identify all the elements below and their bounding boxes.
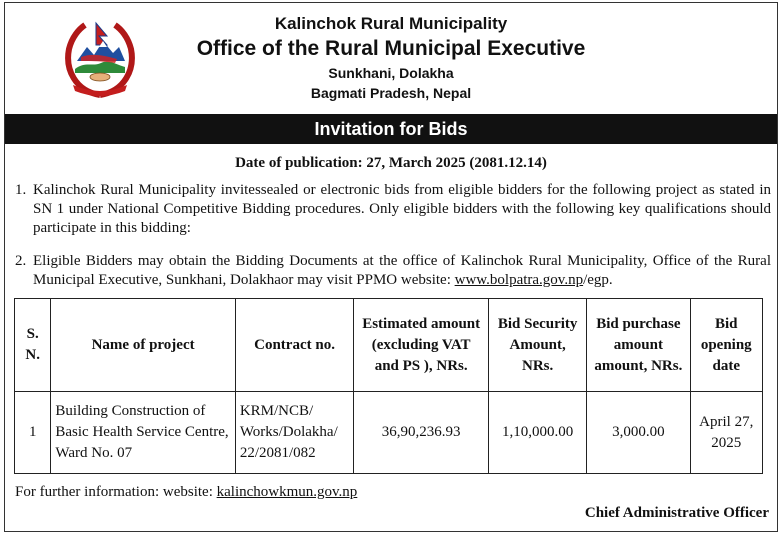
municipality-website-link[interactable]: kalinchowkmun.gov.np	[216, 484, 358, 500]
header-project-name: Name of project	[51, 299, 235, 392]
header-bid-security: Bid Security Amount, NRs.	[489, 299, 587, 392]
paragraph-text-part: /egp.	[583, 272, 613, 288]
header-estimated-amount: Estimated amount (excluding VAT and PS ), NRs.	[354, 299, 489, 392]
bids-table	[14, 298, 763, 474]
table-row	[15, 392, 763, 474]
cell-contract-no: KRM/NCB/ Works/Dolakha/ 22/2081/082	[235, 392, 353, 474]
paragraph-text	[33, 252, 771, 290]
paragraph-2	[15, 252, 771, 290]
header-text	[5, 13, 777, 103]
paragraph-number: 2.	[15, 253, 27, 269]
header-sn: S. N.	[15, 299, 51, 392]
cell-bid-purchase: 3,000.00	[587, 392, 690, 474]
paragraph-number: 1.	[15, 182, 27, 198]
cell-project-name: Building Construction of Basic Health Service Centre, Ward No. 07	[51, 392, 235, 474]
office-province: Bagmati Pradesh, Nepal	[310, 85, 472, 101]
municipality-name: Kalinchok Rural Municipality	[274, 14, 508, 33]
signatory: Chief Administrative Officer	[584, 505, 769, 521]
cell-opening-date: April 27, 2025	[690, 392, 762, 474]
header-bid-purchase: Bid purchase amount amount, NRs.	[587, 299, 690, 392]
further-info-label: For further information: website:	[15, 484, 217, 500]
cell-bid-security: 1,10,000.00	[489, 392, 587, 474]
office-name: Office of the Rural Municipal Executive	[196, 37, 586, 60]
notice-title-banner: Invitation for Bids	[5, 114, 777, 144]
office-location: Sunkhani, Dolakha	[328, 65, 454, 81]
further-information	[15, 484, 357, 501]
bid-notice	[4, 2, 778, 532]
cell-sn: 1	[15, 392, 51, 474]
publication-date: Date of publication: 27, March 2025 (2081.12.14)	[235, 155, 547, 171]
table-header-row	[15, 299, 763, 392]
bolpatra-link[interactable]: www.bolpatra.gov.np	[454, 272, 584, 288]
notice-header	[5, 3, 777, 113]
cell-estimated-amount: 36,90,236.93	[354, 392, 489, 474]
header-opening-date: Bid opening date	[690, 299, 762, 392]
header-contract-no: Contract no.	[235, 299, 353, 392]
paragraph-text-part: Eligible Bidders may obtain the Bidding Documents at the office of Kalinchok Rural Municipality, Office of the Rural Municipal Executive, Sunkhani, Dolakhaor may visit PPMO website:	[33, 253, 771, 288]
paragraph-1	[15, 181, 771, 238]
paragraph-text: Kalinchok Rural Municipality invitessealed or electronic bids from eligible bidders for the following project as stated in SN 1 under National Competitive Bidding procedures. Only eligible bidders with the following key qualifications should participate in this bidding:	[33, 182, 771, 236]
